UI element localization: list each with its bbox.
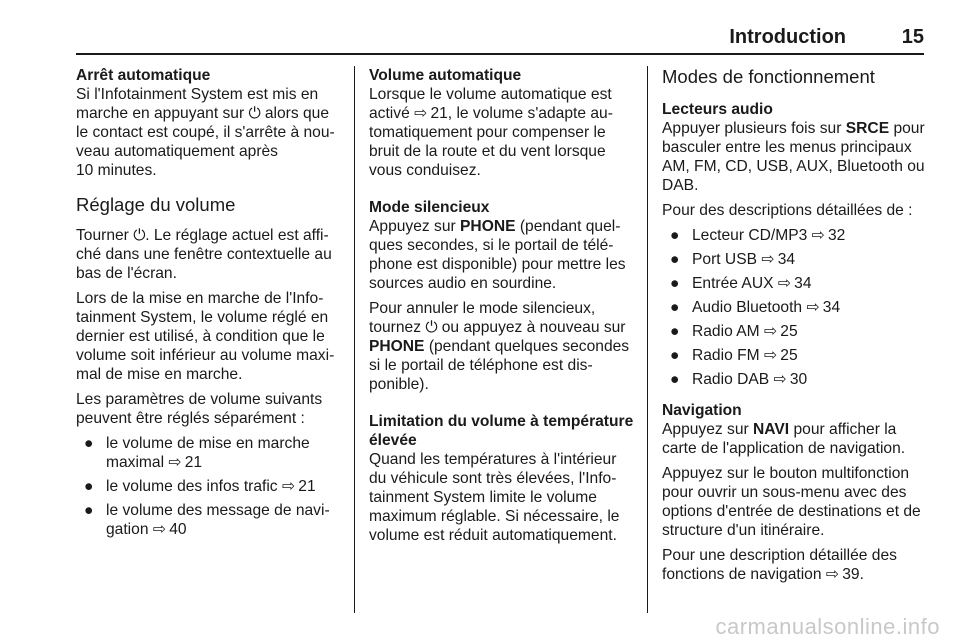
list-item: ● Radio FM ⇨ 25 xyxy=(670,347,798,364)
paragraph: Appuyer plusieurs fois sur SRCE pour basculer entre les menus principaux AM, FM, CD, USB, AUX, Bluetooth ou DAB. xyxy=(662,120,925,194)
page-ref[interactable]: 21 xyxy=(298,478,316,495)
page-ref-arrow-icon: ⇨ xyxy=(414,105,428,122)
paragraph: Pour une description détaillée des fonctions de navigation ⇨ 39. xyxy=(662,547,897,583)
bullet-icon: ● xyxy=(84,478,94,495)
page-ref[interactable]: 34 xyxy=(777,251,796,268)
page-ref[interactable]: 34 xyxy=(794,275,812,292)
bullet-icon: ● xyxy=(670,371,680,388)
page-ref[interactable]: 39. xyxy=(842,566,864,583)
page-ref[interactable]: 40 xyxy=(169,521,187,538)
list-item: ● Entrée AUX ⇨ 34 xyxy=(670,275,812,292)
volume-knob-icon: ⏻ xyxy=(248,105,261,122)
paragraph: Si l'Infotainment System est mis en marche en appuyant sur ⏻ alors que le contact est coupé, il s'arrête à nouveau automatiquement après 10 minutes. xyxy=(76,86,335,179)
paragraph: Tourner ⏻. Le réglage actuel est affiché dans une fenêtre contextuelle au bas de l'écran. xyxy=(76,227,332,282)
section-heading-volume: Réglage du volume xyxy=(76,194,236,215)
paragraph: Appuyez sur le bouton multifonction pour ouvrir un sous-menu avec des options d'entrée de destinations et de structure d'un itinéraire. xyxy=(662,465,921,539)
navi-key-label: NAVI xyxy=(753,421,790,438)
paragraph: Appuyez sur NAVI pour afficher la carte de l'application de navigation. xyxy=(662,421,906,457)
volume-settings-list xyxy=(76,434,342,539)
page-ref-arrow-icon: ⇨ xyxy=(152,521,166,538)
phone-key-label: PHONE xyxy=(369,338,425,355)
section-title-navigation: Navigation xyxy=(662,402,742,419)
list-item: ● Lecteur CD/MP3 ⇨ 32 xyxy=(670,227,846,244)
column-3 xyxy=(662,66,928,590)
column-1 xyxy=(76,66,342,545)
section-title-auto-off: Arrêt automatique xyxy=(76,67,211,84)
bullet-icon: ● xyxy=(670,275,680,292)
page-ref[interactable]: 34 xyxy=(822,299,841,316)
page-ref-arrow-icon: ⇨ xyxy=(763,347,778,364)
bullet-icon: ● xyxy=(670,251,680,268)
paragraph: Les paramètres de volume suivants peuvent être réglés séparément : xyxy=(76,391,323,427)
column-divider xyxy=(354,66,355,613)
page-ref-arrow-icon: ⇨ xyxy=(168,454,182,471)
paragraph: Quand les températures à l'intérieur du véhicule sont très élevées, l'Infotainment System limite le volume maximum réglable. Si nécessaire, le volume est réduit automatiquement. xyxy=(369,451,620,544)
chapter-title: Introduction xyxy=(729,26,846,48)
page-ref[interactable]: 21 xyxy=(184,454,203,471)
page-ref[interactable]: 30 xyxy=(789,371,808,388)
volume-knob-icon: ⏻ xyxy=(133,227,146,244)
list-item: ● Radio AM ⇨ 25 xyxy=(670,323,798,340)
bullet-icon: ● xyxy=(670,323,680,340)
page-ref[interactable]: 25 xyxy=(780,347,798,364)
list-item: ● Radio DAB ⇨ 30 xyxy=(670,371,808,388)
section-title-temp-limit: Limitation du volume à température élevée xyxy=(369,413,634,449)
list-item: ● le volume des infos trafic ⇨ 21 xyxy=(84,478,316,495)
audio-sources-list xyxy=(662,226,928,389)
page-ref-arrow-icon: ⇨ xyxy=(281,478,296,495)
paragraph: Lors de la mise en marche de l'Infotainment System, le volume réglé en dernier est utilisé, à condition que le volume soit inférieur au volume maximal de mise en marche. xyxy=(76,290,335,383)
page-ref-arrow-icon: ⇨ xyxy=(806,299,820,316)
page-ref-arrow-icon: ⇨ xyxy=(761,251,775,268)
list-item: ● Port USB ⇨ 34 xyxy=(670,251,796,268)
page-ref-arrow-icon: ⇨ xyxy=(763,323,778,340)
paragraph: Pour des descriptions détaillées de : xyxy=(662,202,913,219)
bullet-icon: ● xyxy=(670,227,680,244)
list-item: ● le volume de mise en marche maximal ⇨ 21 xyxy=(84,435,310,471)
section-title-audio: Lecteurs audio xyxy=(662,101,773,118)
page-ref[interactable]: 32 xyxy=(827,227,846,244)
section-heading-modes: Modes de fonctionnement xyxy=(662,66,875,87)
bullet-icon: ● xyxy=(670,347,680,364)
page-ref-arrow-icon: ⇨ xyxy=(777,275,791,292)
section-title-mute: Mode silencieux xyxy=(369,199,490,216)
page-number: 15 xyxy=(901,26,924,48)
column-divider xyxy=(647,66,648,613)
phone-key-label: PHONE xyxy=(460,218,516,235)
bullet-icon: ● xyxy=(84,435,94,452)
section-title-auto-volume: Volume automatique xyxy=(369,67,522,84)
page-ref-arrow-icon: ⇨ xyxy=(773,371,787,388)
srce-key-label: SRCE xyxy=(845,120,890,137)
list-item: ● Audio Bluetooth ⇨ 34 xyxy=(670,299,841,316)
page-ref-arrow-icon: ⇨ xyxy=(811,227,825,244)
page-ref[interactable]: 25 xyxy=(780,323,798,340)
paragraph: Appuyez sur PHONE (pendant quelques secondes, si le portail de téléphone est disponible) pour mettre les sources audio en sourdine. xyxy=(369,218,626,292)
page-ref[interactable]: 21 xyxy=(430,105,448,122)
page-ref-arrow-icon: ⇨ xyxy=(825,566,839,583)
paragraph: Pour annuler le mode silencieux, tournez ⏻ ou appuyez à nouveau sur PHONE (pendant quelques secondes si le portail de téléphone est disponible). xyxy=(369,300,630,393)
list-item: ● le volume des message de navigation ⇨ 40 xyxy=(84,502,330,538)
watermark: carmanualsonline.info xyxy=(715,614,940,639)
column-2 xyxy=(369,66,635,551)
header-rule xyxy=(76,53,924,55)
paragraph: Lorsque le volume automatique est activé ⇨ 21, le volume s'adapte automatiquement pour compenser le bruit de la route et du vent lorsque vous conduisez. xyxy=(369,86,613,179)
page-header xyxy=(76,26,924,54)
volume-knob-icon: ⏻ xyxy=(425,319,438,336)
bullet-icon: ● xyxy=(84,502,94,519)
bullet-icon: ● xyxy=(670,299,680,316)
